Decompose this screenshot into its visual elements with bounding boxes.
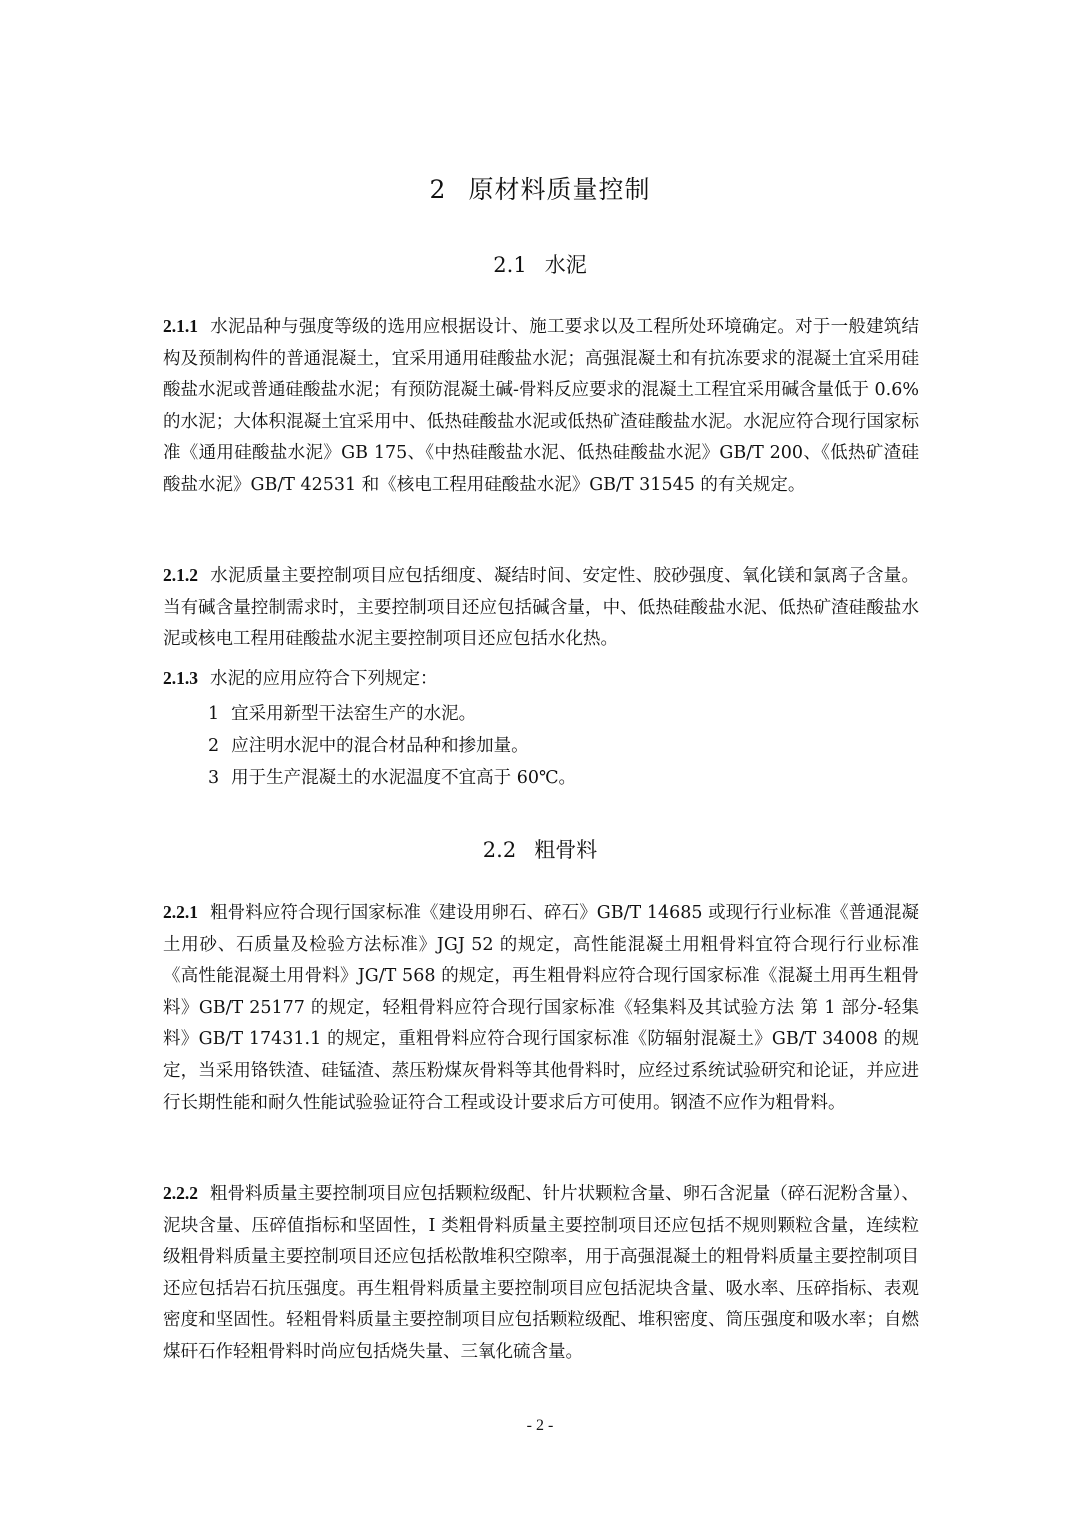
clause-2-2-2 — [163, 1178, 919, 1369]
clause-text: 粗骨料质量主要控制项目应包括颗粒级配、针片状颗粒含量、卵石含泥量（碎石泥粉含量）、泥块含量、压碎值指标和坚固性，I 类粗骨料质量主要控制项目还应包括不规则颗粒含量，连续粒级粗骨料质量主要控制项目还应包括松散堆积空隙率，用于高强混凝土的粗骨料质量主要控制项目还应包括岩石抗压强度。再生粗骨料质量主要控制项目应包括泥块含量、吸水率、压碎指标、表观密度和坚固性。轻粗骨料质量主要控制项目应包括颗粒级配、堆积密度、筒压强度和吸水率；自燃煤矸石作轻粗骨料时尚应包括烧失量、三氧化硫含量。 — [163, 1184, 919, 1362]
list-item-text: 应注明水泥中的混合材品种和掺加量。 — [231, 736, 529, 756]
chapter-number: 2 — [429, 175, 447, 204]
section-number: 2.1 — [493, 253, 527, 277]
clause-number: 2.1.2 — [163, 565, 198, 585]
clause-2-1-3 — [163, 663, 919, 696]
clause-2-1-3-list — [208, 699, 918, 795]
clause-number: 2.1.1 — [163, 316, 198, 336]
list-item-number: 2 — [208, 736, 220, 756]
section-title-2-2 — [0, 834, 1080, 864]
clause-text: 水泥质量主要控制项目应包括细度、凝结时间、安定性、胶砂强度、氧化镁和氯离子含量。当有碱含量控制需求时，主要控制项目还应包括碱含量，中、低热硅酸盐水泥、低热矿渣硅酸盐水泥或核电工程用硅酸盐水泥主要控制项目还应包括水化热。 — [163, 566, 919, 650]
section-title-text: 粗骨料 — [534, 838, 598, 862]
list-item-number: 3 — [208, 768, 220, 788]
list-item-number: 1 — [208, 704, 220, 724]
clause-number: 2.1.3 — [163, 668, 198, 688]
clause-2-1-2 — [163, 560, 919, 656]
list-item — [208, 699, 918, 731]
list-item — [208, 731, 918, 763]
list-item — [208, 763, 918, 795]
clause-text: 粗骨料应符合现行国家标准《建设用卵石、碎石》GB/T 14685 或现行行业标准《普通混凝土用砂、石质量及检验方法标准》JGJ 52 的规定，高性能混凝土用粗骨料宜符合现行行业标准《高性能混凝土用骨料》JG/T 568 的规定，再生粗骨料应符合现行国家标准《混凝土用再生粗骨料》GB/T 25177 的规定，轻粗骨料应符合现行国家标准《轻集料及其试验方法 第 1 部分-轻集料》GB/T 17431.1 的规定，重粗骨料应符合现行国家标准《防辐射混凝土》GB/T 34008 的规定，当采用铬铁渣、硅锰渣、蒸压粉煤灰骨料等其他骨料时，应经过系统试验研究和论证，并应进行长期性能和耐久性能试验验证符合工程或设计要求后方可使用。钢渣不应作为粗骨料。 — [163, 903, 919, 1113]
clause-text: 水泥的应用应符合下列规定： — [210, 669, 438, 689]
clause-2-1-1 — [163, 311, 919, 502]
chapter-title-text: 原材料质量控制 — [468, 175, 651, 204]
section-title-text: 水泥 — [544, 253, 587, 277]
list-item-text: 用于生产混凝土的水泥温度不宜高于 60℃。 — [231, 768, 577, 788]
list-item-text: 宜采用新型干法窑生产的水泥。 — [231, 704, 477, 724]
clause-text: 水泥品种与强度等级的选用应根据设计、施工要求以及工程所处环境确定。对于一般建筑结构及预制构件的普通混凝土，宜采用通用硅酸盐水泥；高强混凝土和有抗冻要求的混凝土宜采用硅酸盐水泥或普通硅酸盐水泥；有预防混凝土碱-骨料反应要求的混凝土工程宜采用碱含量低于 0.6%的水泥；大体积混凝土宜采用中、低热硅酸盐水泥或低热矿渣硅酸盐水泥。水泥应符合现行国家标准《通用硅酸盐水泥》GB 175、《中热硅酸盐水泥、低热硅酸盐水泥》GB/T 200、《低热矿渣硅酸盐水泥》GB/T 42531 和《核电工程用硅酸盐水泥》GB/T 31545 的有关规定。 — [163, 317, 919, 495]
chapter-title — [0, 170, 1080, 206]
section-title-2-1 — [0, 249, 1080, 279]
clause-number: 2.2.2 — [163, 1183, 198, 1203]
clause-number: 2.2.1 — [163, 902, 198, 922]
clause-2-2-1 — [163, 897, 919, 1119]
page-number: - 2 - — [526, 1417, 554, 1434]
section-number: 2.2 — [482, 838, 517, 862]
